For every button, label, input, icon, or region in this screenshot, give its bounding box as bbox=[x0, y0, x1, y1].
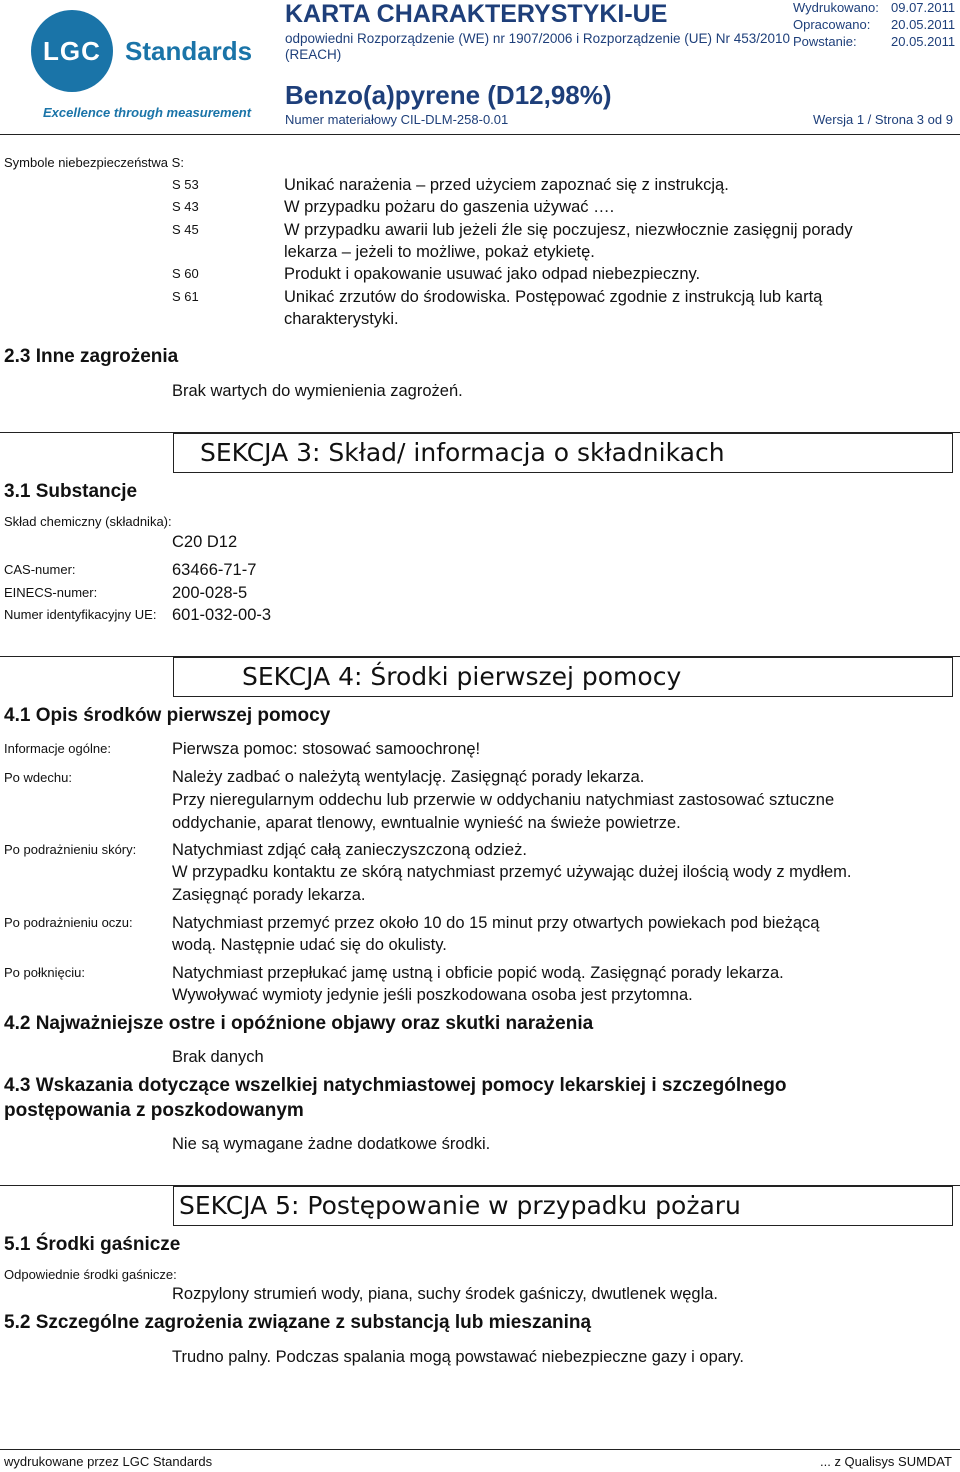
einecs-value: 200-028-5 bbox=[172, 584, 248, 602]
cas-label: CAS-numer: bbox=[4, 562, 76, 577]
header-divider bbox=[0, 134, 960, 135]
s-phrase-code: S 43 bbox=[172, 199, 199, 214]
s-phrase-text: W przypadku pożaru do gaszenia używać …. bbox=[284, 198, 615, 216]
section-3-title: SEKCJA 3: Skład/ informacja o składnikach bbox=[200, 438, 725, 467]
material-number: Numer materiałowy CIL-DLM-258-0.01 bbox=[285, 112, 509, 127]
extinguishing-text: Rozpylony strumień wody, piana, suchy środek gaśniczy, dwutlenek węgla. bbox=[172, 1285, 718, 1303]
composition-label: Skład chemiczny (składnika): bbox=[4, 514, 172, 529]
date-prepared-label: Opracowano: bbox=[793, 17, 871, 32]
footer-divider bbox=[0, 1449, 960, 1450]
subsection-heading-4-3-cont: postępowania z poszkodowanym bbox=[4, 1100, 304, 1121]
first-aid-label: Po wdechu: bbox=[4, 770, 72, 785]
footer-left: wydrukowane przez LGC Standards bbox=[4, 1454, 213, 1469]
first-aid-label: Informacje ogólne: bbox=[4, 741, 111, 756]
s-phrase-text: W przypadku awarii lub jeżeli źle się poczujesz, niezwłocznie zasięgnij porady bbox=[284, 221, 853, 239]
first-aid-text: Wywoływać wymioty jedynie jeśli poszkodowana osoba jest przytomna. bbox=[172, 986, 693, 1004]
first-aid-text: Zasięgnąć porady lekarza. bbox=[172, 886, 366, 904]
s-phrase-code: S 61 bbox=[172, 289, 199, 304]
date-prepared-value: 20.05.2011 bbox=[891, 17, 956, 32]
first-aid-text: Natychmiast przepłukać jamę ustną i obficie popić wodą. Zasięgnąć porady lekarza. bbox=[172, 964, 784, 982]
footer-right: ... z Qualisys SUMDAT bbox=[820, 1454, 952, 1469]
special-hazards-text: Trudno palny. Podczas spalania mogą powstawać niebezpieczne gazy i opary. bbox=[172, 1348, 745, 1366]
date-created-label: Powstanie: bbox=[793, 34, 857, 49]
s-phrase-text: Unikać zrzutów do środowiska. Postępować zgodnie z instrukcją lub kartą bbox=[284, 288, 823, 306]
regulation-line-2: (REACH) bbox=[285, 47, 342, 62]
s-phrase-text: lekarza – jeżeli to możliwe, pokaż etykietę. bbox=[284, 243, 595, 261]
date-created-value: 20.05.2011 bbox=[891, 34, 956, 49]
s-phrase-text: Produkt i opakowanie usuwać jako odpad niebezpieczny. bbox=[284, 265, 701, 283]
logo-word: Standards bbox=[125, 36, 253, 66]
tagline: Excellence through measurement bbox=[43, 105, 252, 120]
subsection-heading-4-2: 4.2 Najważniejsze ostre i opóźnione objawy oraz skutki narażenia bbox=[4, 1013, 594, 1034]
s-phrase-text: charakterystyki. bbox=[284, 310, 399, 328]
product-name: Benzo(a)pyrene (D12,98%) bbox=[285, 80, 612, 110]
subsection-heading-4-3: 4.3 Wskazania dotyczące wszelkiej natychmiastowej pomocy lekarskiej i szczególnego bbox=[4, 1075, 787, 1096]
einecs-label: EINECS-numer: bbox=[4, 585, 98, 600]
s-phrase-text: Unikać narażenia – przed użyciem zapoznać się z instrukcją. bbox=[284, 176, 729, 194]
s-phrase-code: S 45 bbox=[172, 222, 199, 237]
first-aid-label: Po podrażnieniu oczu: bbox=[4, 915, 133, 930]
other-hazards-text: Brak wartych do wymienienia zagrożeń. bbox=[172, 382, 463, 400]
first-aid-text: Przy nieregularnym oddechu lub przerwie w oddychaniu natychmiast zastosować sztuczne bbox=[172, 791, 835, 809]
first-aid-text: Natychmiast zdjąć całą zanieczyszczoną odzież. bbox=[172, 841, 527, 859]
first-aid-text: Należy zadbać o należytą wentylację. Zasięgnąć porady lekarza. bbox=[172, 768, 645, 786]
cas-value: 63466-71-7 bbox=[172, 561, 257, 579]
date-printed-label: Wydrukowano: bbox=[793, 0, 879, 15]
first-aid-label: Po połknięciu: bbox=[4, 965, 85, 980]
extinguishing-label: Odpowiednie środki gaśnicze: bbox=[4, 1267, 177, 1282]
regulation-line-1: odpowiedni Rozporządzenie (WE) nr 1907/2006 i Rozporządzenie (UE) Nr 453/2010 bbox=[285, 31, 791, 46]
version-page: Wersja 1 / Strona 3 od 9 bbox=[813, 112, 953, 127]
subsection-heading-5-1: 5.1 Środki gaśnicze bbox=[4, 1234, 181, 1255]
section-5-title: SEKCJA 5: Postępowanie w przypadku pożaru bbox=[179, 1191, 741, 1220]
s-phrase-code: S 53 bbox=[172, 177, 199, 192]
subsection-heading-3-1: 3.1 Substancje bbox=[4, 481, 138, 502]
document-title: KARTA CHARAKTERYSTYKI-UE bbox=[285, 0, 668, 28]
medical-attention-text: Nie są wymagane żadne dodatkowe środki. bbox=[172, 1135, 491, 1153]
section-4-title: SEKCJA 4: Środki pierwszej pomocy bbox=[242, 662, 682, 691]
eu-id-value: 601-032-00-3 bbox=[172, 606, 272, 624]
subsection-heading-4-1: 4.1 Opis środków pierwszej pomocy bbox=[4, 705, 331, 726]
first-aid-text: Natychmiast przemyć przez około 10 do 15 minut przy otwartych powiekach pod bieżącą bbox=[172, 914, 820, 932]
first-aid-text: Pierwsza pomoc: stosować samoochronę! bbox=[172, 740, 481, 758]
s-phrase-code: S 60 bbox=[172, 266, 199, 281]
subsection-heading-5-2: 5.2 Szczególne zagrożenia związane z substancją lub mieszaniną bbox=[4, 1312, 592, 1333]
logo-text: LGC bbox=[43, 36, 101, 66]
eu-id-label: Numer identyfikacyjny UE: bbox=[4, 607, 157, 622]
first-aid-text: W przypadku kontaktu ze skórą natychmiast przemyć używając dużej ilością wody z mydłem. bbox=[172, 863, 852, 881]
first-aid-text: oddychanie, aparat tlenowy, ewntualnie wynieść na świeże powietrze. bbox=[172, 814, 681, 832]
date-printed-value: 09.07.2011 bbox=[891, 0, 956, 15]
composition-value: C20 D12 bbox=[172, 533, 238, 551]
subsection-heading-2-3: 2.3 Inne zagrożenia bbox=[4, 346, 179, 367]
first-aid-label: Po podrażnieniu skóry: bbox=[4, 842, 137, 857]
first-aid-text: wodą. Następnie udać się do okulisty. bbox=[172, 936, 447, 954]
hazard-symbols-label: Symbole niebezpieczeństwa S: bbox=[4, 155, 184, 170]
symptoms-text: Brak danych bbox=[172, 1048, 264, 1066]
